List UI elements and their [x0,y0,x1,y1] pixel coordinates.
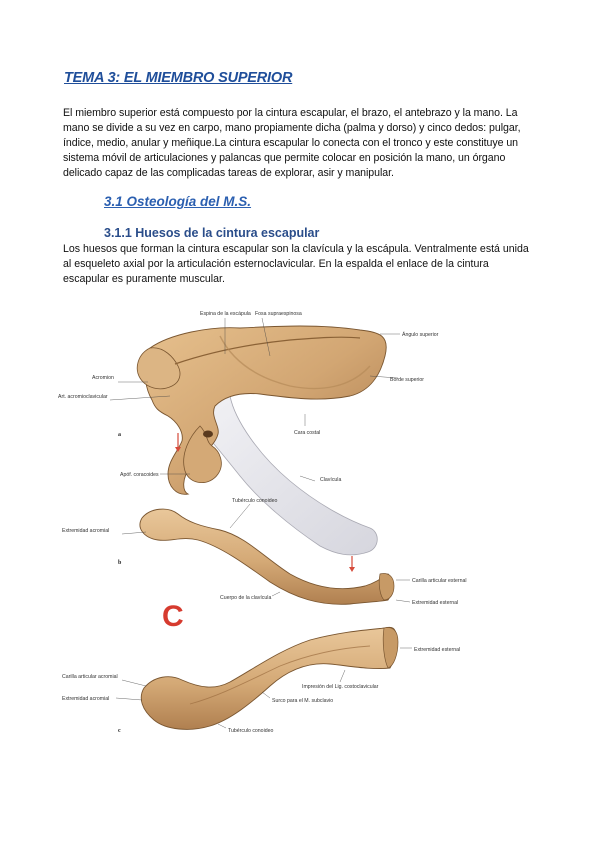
section-letter-a: a [118,432,121,438]
section-letter-b: b [118,560,122,566]
clavicle-b-end [379,574,394,601]
label-surco: Surco para el M. subclavio [272,698,334,704]
section-heading: 3.1 Osteología del M.S. [104,194,252,209]
section-letter-c: c [118,728,121,734]
figure-c-clavicle [62,627,460,734]
label-cara-costal: Cara costal [294,430,321,436]
label-apof: Apóf. coracoides [120,472,159,478]
label-borde: Borde superior [390,377,425,383]
coracoid-hole [203,431,213,438]
anatomy-illustration [50,296,550,748]
subsection-heading: 3.1.1 Huesos de la cintura escapular [104,226,320,240]
label-ext-esternal-c: Extremidad esternal [414,647,461,653]
figure-a-scapula [58,311,439,572]
label-fosa: Fosa supraespinosa [255,311,302,317]
label-carilla-esternal: Carilla articular esternal [412,578,467,584]
label-espina: Espina de la escápula [200,311,251,317]
label-ext-acromial-b: Extremidad acromial [62,528,110,534]
label-angulo: Ángulo superior [402,332,439,338]
shoulder-girdle-figure [50,296,550,748]
label-carilla-acromial: Carilla articular acromial [62,674,118,680]
label-tuberculo-c: Tubérculo conoideo [228,728,274,734]
label-cuerpo: Cuerpo de la clavícula [220,595,272,601]
label-ext-esternal-b: Extremidad esternal [412,600,459,606]
label-acromion: Acromion [92,375,114,381]
document-title: TEMA 3: EL MIEMBRO SUPERIOR [64,70,293,86]
arrow-b-marker [349,556,355,572]
label-tuberculo-b: Tubérculo conoideo [232,498,278,504]
figure-b-clavicle [62,498,467,606]
label-clavicula: Clavícula [320,477,342,483]
subsection-paragraph: Los huesos que forman la cintura escapular son la clavícula y la escápula. Ventralmente está unida al esqueleto axial por la articulación esternoclavicular. En la espalda el enlace de la cintura escapular es puramente muscular. [63,243,529,285]
label-impresion: Impresión del Lig. costoclavicular [302,684,379,690]
clavicle-c-shape [141,627,396,729]
label-ext-acromial-c: Extremidad acromial [62,696,110,702]
big-letter-c: C [162,600,184,633]
intro-paragraph: El miembro superior está compuesto por la cintura escapular, el brazo, el antebrazo y la mano. La mano se divide a su vez en carpo, mano propiamente dicha (palma y dorso) y cinco dedos: pulgar, índice, medio, anular y meñique.La cintura escapular lo conecta con el tronco y este constituye un sistema móvil de articulaciones y palancas que permite colocar en posición la mano, un órgano delicado capaz de las complicadas tareas de explorar, asir y manipular. [63,107,521,179]
label-art-acromio: Art. acromioclavicular [58,394,108,400]
clavicle-c-end [383,628,398,668]
